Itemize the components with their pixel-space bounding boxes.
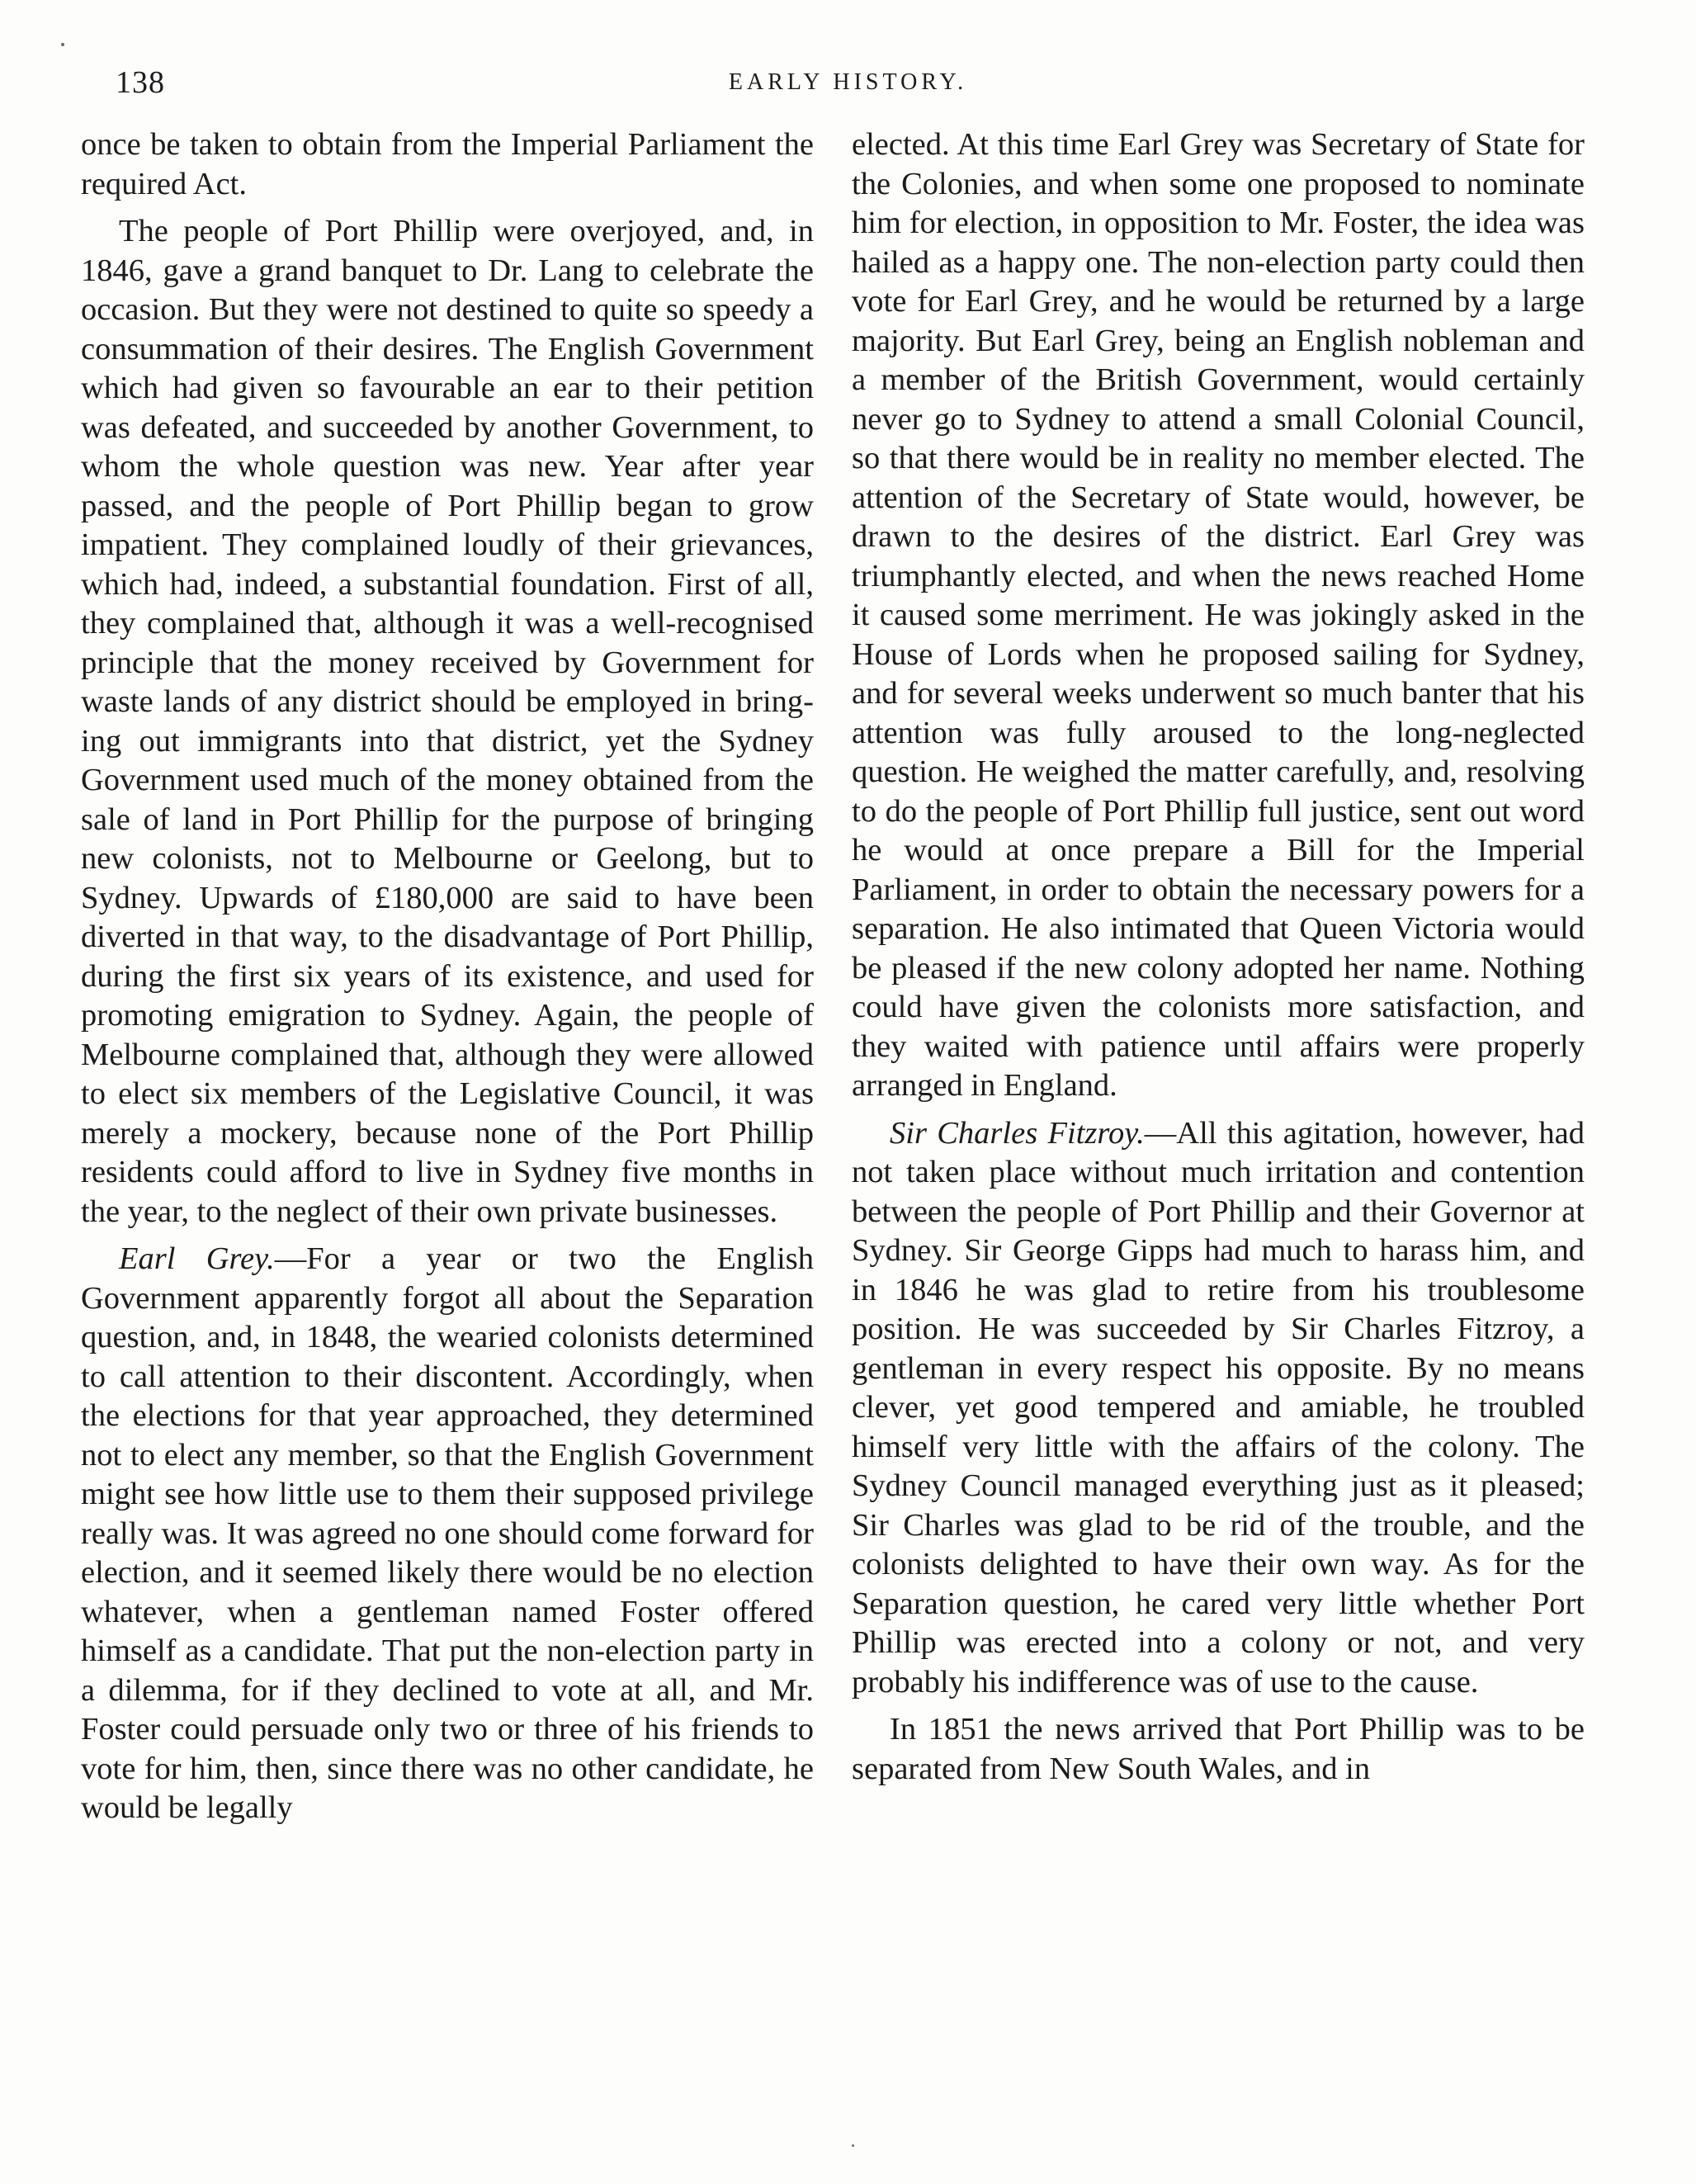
- print-speck: [61, 43, 64, 46]
- paragraph-earl-grey-text: —For a year or two the English Government apparently forgot all about the Separation question, and, in 1848, the wearied colonists determined to call attention to their discontent. Accordingly, when the elections for that year approached, they determined not to elect any member, so that the English Government might see how little use to them their supposed privilege really was. It was agreed no one should come forward for election, and it seemed likely there would be no election whatever, when a gentleman named Foster offered himself as a candidate. That put the non-election party in a dilemma, for if they declined to vote at all, and Mr. Foster could persuade only two or three of his friends to vote for him, then, since there was no other candidate, he would be legally: [81, 1241, 814, 1825]
- right-column: [852, 125, 1585, 1789]
- paragraph-earl-grey: [81, 1240, 814, 1828]
- paragraph-separation-news: In 1851 the news arrived that Port Phillip was to be separated from New South Wales, and in: [852, 1712, 1585, 1786]
- page-number: 138: [116, 65, 165, 100]
- paragraph-election: elected. At this time Earl Grey was Secretary of State for the Colonies, and when some one proposed to nominate him for election, in opposition to Mr. Foster, the idea was hailed as a happy one. The non-election party could then vote for Earl Grey, and he would be returned by a large majority. But Earl Grey, being an English nobleman and a member of the British Government, would certainly never go to Sydney to attend a small Colonial Council, so that there would be in reality no member elected. The attention of the Secretary of State would, however, be drawn to the desires of the district. Earl Grey was triumphantly elected, and when the news reached Home it caused some merriment. He was jokingly asked in the House of Lords when he proposed sailing for Sydney, and for several weeks underwent so much banter that his attention was fully aroused to the long-neglected question. He weighed the matter carefully, and, resolving to do the people of Port Phillip full justice, sent out word he would at once prepare a Bill for the Imperial Parliament, in order to obtain the necessary powers for a separation. He also intimated that Queen Victoria would be pleased if the new colony adopted her name. Nothing could have given the colonists more satisfaction, and they waited with patience until affairs were properly arranged in England.: [852, 127, 1585, 1103]
- section-heading-earl-grey: Earl Grey.: [119, 1241, 275, 1276]
- paragraph-continuation: once be taken to obtain from the Imperial Parliament the required Act.: [81, 127, 814, 201]
- paragraph-banquet: The people of Port Phillip were overjoyed, and, in 1846, gave a grand banquet to Dr. Lang to celebrate the occasion. But they were not destined to quite so speedy a consummation of their desires. The English Government which had given so favourable an ear to their petition was defeated, and succeeded by another Government, to whom the whole question was new. Year after year passed, and the people of Port Phillip began to grow impatient. They complained loudly of their grievances, which had, indeed, a substantial foundation. First of all, they complained that, although it was a well-recognised principle that the money received by Government for waste lands of any district should be employed in bringing out immigrants into that district, yet the Sydney Government used much of the money obtained from the sale of land in Port Phillip for the purpose of bringing new colonists, not to Melbourne or Geelong, but to Sydney. Upwards of £180,000 are said to have been diverted in that way, to the disadvantage of Port Phillip, during the first six years of its existence, and used for promoting emigration to Sydney. Again, the people of Melbourne complained that, although they were allowed to elect six members of the Legislative Council, it was merely a mockery, because none of the Port Phillip residents could afford to live in Sydney five months in the year, to the neglect of their own private businesses.: [81, 214, 814, 1229]
- left-column: [81, 125, 814, 1828]
- print-speck: [852, 2144, 854, 2147]
- paragraph-fitzroy: [852, 1114, 1585, 1703]
- section-heading-fitzroy: Sir Charles Fitzroy.: [890, 1115, 1145, 1151]
- paragraph-fitzroy-text: —All this agitation, however, had not taken place without much irritation and contention between the people of Port Phillip and their Governor at Sydney. Sir George Gipps had much to harass him, and in 1846 he was glad to retire from his troublesome position. He was succeeded by Sir Charles Fitzroy, a gentleman in every respect his opposite. By no means clever, yet good tempered and amiable, he troubled himself very little with the affairs of the colony. The Sydney Council managed everything just as it pleased; Sir Charles was glad to be rid of the trouble, and the colonists delighted to have their own way. As for the Separation question, he cared very little whether Port Phillip was erected into a colony or not, and very probably his indifference was of use to the cause.: [852, 1115, 1585, 1699]
- running-head: EARLY HISTORY.: [728, 69, 968, 95]
